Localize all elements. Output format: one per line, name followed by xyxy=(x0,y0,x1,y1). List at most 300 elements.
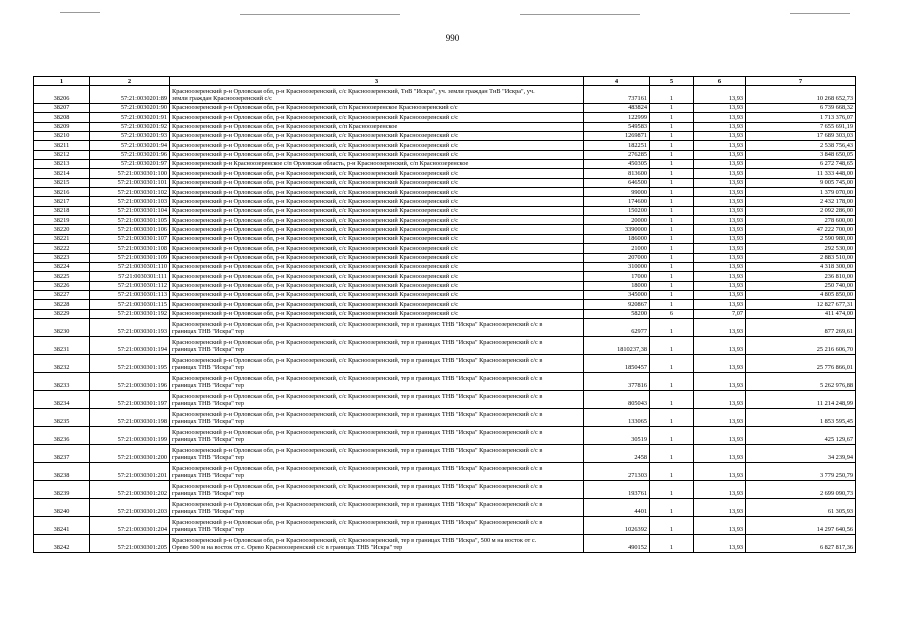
table-row xyxy=(34,244,856,253)
description-cell xyxy=(170,113,584,122)
area-cell: 813600 xyxy=(584,169,650,178)
description-line: Красноозеренский р-н Орловская обл, р-н Красноозеренский, с/с Красноозеренский Красноозеренский с/с xyxy=(172,197,459,205)
description-line: границах ТНВ "Искра" тер xyxy=(172,417,245,425)
area-cell: 490152 xyxy=(584,534,650,552)
description-cell xyxy=(170,197,584,206)
quantity-cell: 1 xyxy=(650,426,694,444)
quantity-cell: 1 xyxy=(650,169,694,178)
rate-cell: 13,93 xyxy=(694,206,746,215)
column-header: 7 xyxy=(746,77,856,86)
table-row xyxy=(34,86,856,104)
table-row xyxy=(34,150,856,159)
description-cell xyxy=(170,234,584,243)
cadastral-value-cell: 278 600,00 xyxy=(746,216,856,225)
quantity-cell: 1 xyxy=(650,408,694,426)
description-line: Красноозеренский р-н Орловская обл, р-н Красноозеренский, с/с Красноозеренский Красноозеренский с/с xyxy=(172,207,459,215)
row-number-cell: 38210 xyxy=(34,132,90,141)
description-line: Красноозеренский р-н Орловская обл, р-н Красноозеренский, с/с Красноозеренский Красноозеренский с/с xyxy=(172,291,459,299)
description-line: границах ТНВ "Искра" тер xyxy=(172,345,245,353)
rate-cell: 13,93 xyxy=(694,178,746,187)
cadastral-value-cell: 10 268 652,73 xyxy=(746,86,856,104)
description-cell xyxy=(170,178,584,187)
table-row xyxy=(34,318,856,336)
rate-cell: 13,93 xyxy=(694,234,746,243)
cadastral-number-cell: 57:21:0030301:194 xyxy=(90,336,170,354)
description-cell xyxy=(170,86,584,104)
rate-cell: 13,93 xyxy=(694,188,746,197)
rate-cell: 13,93 xyxy=(694,160,746,169)
cadastral-number-cell: 57:21:0030301:203 xyxy=(90,498,170,516)
quantity-cell: 1 xyxy=(650,132,694,141)
description-cell xyxy=(170,141,584,150)
description-line: Красноозеренский р-н Орловская обл, р-н Красноозеренский, с/с Красноозеренский, тер в границах ТНВ "Искра", 500 м на восток от с. xyxy=(172,537,537,545)
rate-cell: 13,93 xyxy=(694,272,746,281)
description-line: Красноозеренский р-н Орловская обл, р-н Красноозеренский, с/с Красноозеренский Красноозеренский с/с xyxy=(172,179,459,187)
register-table xyxy=(33,76,856,553)
cadastral-value-cell: 7 655 691,19 xyxy=(746,122,856,131)
quantity-cell: 1 xyxy=(650,516,694,534)
description-cell xyxy=(170,354,584,372)
rate-cell: 13,93 xyxy=(694,498,746,516)
area-cell: 207000 xyxy=(584,253,650,262)
description-cell xyxy=(170,336,584,354)
quantity-cell: 1 xyxy=(650,150,694,159)
quantity-cell: 1 xyxy=(650,390,694,408)
cadastral-number-cell: 57:21:0030301:192 xyxy=(90,309,170,318)
description-cell xyxy=(170,318,584,336)
quantity-cell: 1 xyxy=(650,104,694,113)
table-row xyxy=(34,216,856,225)
quantity-cell: 1 xyxy=(650,300,694,309)
quantity-cell: 1 xyxy=(650,216,694,225)
description-cell xyxy=(170,480,584,498)
description-line: Красноозеренский р-н Орловская обл, р-н Красноозеренский, с/с Красноозеренский Красноозеренский с/с xyxy=(172,151,459,159)
description-cell xyxy=(170,372,584,390)
cadastral-number-cell: 57:21:0030301:102 xyxy=(90,188,170,197)
cadastral-number-cell: 57:21:0030201:90 xyxy=(90,104,170,113)
cadastral-value-cell: 14 297 640,56 xyxy=(746,516,856,534)
description-line: Красноозеренский р-н Орловская обл, р-н Красноозеренский, с/с Красноозеренский Красноозеренский с/с xyxy=(172,309,459,317)
cadastral-number-cell: 57:21:0030201:97 xyxy=(90,160,170,169)
area-cell: 21000 xyxy=(584,244,650,253)
cadastral-number-cell: 57:21:0030301:100 xyxy=(90,169,170,178)
row-number-cell: 38238 xyxy=(34,462,90,480)
description-line: Красноозеренский р-н Орловская обл, р-н Красноозеренский, с/п Красноозеренское Красноозеренский с/с xyxy=(172,104,458,112)
rate-cell: 13,93 xyxy=(694,216,746,225)
area-cell: 186000 xyxy=(584,234,650,243)
description-cell xyxy=(170,262,584,271)
cadastral-value-cell: 2 590 980,00 xyxy=(746,234,856,243)
row-number-cell: 38225 xyxy=(34,272,90,281)
cadastral-number-cell: 57:21:0030301:201 xyxy=(90,462,170,480)
rate-cell: 13,93 xyxy=(694,86,746,104)
cadastral-number-cell: 57:21:0030201:93 xyxy=(90,132,170,141)
description-cell xyxy=(170,498,584,516)
cadastral-number-cell: 57:21:0030301:193 xyxy=(90,318,170,336)
description-line: границах ТНВ "Искра" тер xyxy=(172,363,245,371)
table-row xyxy=(34,480,856,498)
rate-cell: 13,93 xyxy=(694,122,746,131)
area-cell: 377816 xyxy=(584,372,650,390)
rate-cell: 13,93 xyxy=(694,534,746,552)
cadastral-number-cell: 57:21:0030301:109 xyxy=(90,253,170,262)
column-header: 2 xyxy=(90,77,170,86)
description-line: Красноозеренский р-н Орловская обл, р-н Красноозеренский, с/с Красноозеренский Красноозеренский с/с xyxy=(172,244,459,252)
area-cell: 150200 xyxy=(584,206,650,215)
table-row xyxy=(34,160,856,169)
quantity-cell: 6 xyxy=(650,309,694,318)
description-cell xyxy=(170,150,584,159)
rate-cell: 7,07 xyxy=(694,309,746,318)
area-cell: 805043 xyxy=(584,390,650,408)
quantity-cell: 1 xyxy=(650,534,694,552)
table-row xyxy=(34,426,856,444)
area-cell: 483824 xyxy=(584,104,650,113)
cadastral-value-cell: 3 779 250,79 xyxy=(746,462,856,480)
rate-cell: 13,93 xyxy=(694,113,746,122)
column-header: 6 xyxy=(694,77,746,86)
row-number-cell: 38206 xyxy=(34,86,90,104)
cadastral-value-cell: 47 222 700,00 xyxy=(746,225,856,234)
description-line: Красноозеренский р-н Орловская обл, р-н Красноозеренский, с/с Красноозеренский Красноозеренский с/с xyxy=(172,141,459,149)
cadastral-value-cell: 5 262 976,88 xyxy=(746,372,856,390)
row-number-cell: 38220 xyxy=(34,225,90,234)
rate-cell: 13,93 xyxy=(694,354,746,372)
header-row xyxy=(34,77,856,86)
rate-cell: 13,93 xyxy=(694,290,746,299)
description-line: Красноозеренский р-н Красноозеренское с/п Орловская область, р-н Красноозеренский, с/п Красноозеренское xyxy=(172,160,469,168)
row-number-cell: 38218 xyxy=(34,206,90,215)
description-line: границах ТНВ "Искра" тер xyxy=(172,489,245,497)
row-number-cell: 38216 xyxy=(34,188,90,197)
description-line: Красноозеренский р-н Орловская обл, р-н Красноозеренский, с/с Красноозеренский Красноозеренский с/с xyxy=(172,253,459,261)
cadastral-number-cell: 57:21:0030301:108 xyxy=(90,244,170,253)
row-number-cell: 38232 xyxy=(34,354,90,372)
description-line: Красноозеренский р-н Орловская обл, р-н Красноозеренский, с/п Красноозеренское xyxy=(172,123,398,131)
table-row xyxy=(34,290,856,299)
row-number-cell: 38215 xyxy=(34,178,90,187)
quantity-cell: 1 xyxy=(650,272,694,281)
area-cell: 20000 xyxy=(584,216,650,225)
scan-artifact xyxy=(60,12,100,13)
cadastral-number-cell: 57:21:0030301:195 xyxy=(90,354,170,372)
quantity-cell: 1 xyxy=(650,281,694,290)
description-cell xyxy=(170,188,584,197)
rate-cell: 13,93 xyxy=(694,516,746,534)
cadastral-value-cell: 6 739 668,32 xyxy=(746,104,856,113)
description-cell xyxy=(170,462,584,480)
description-cell xyxy=(170,290,584,299)
cadastral-number-cell: 57:21:0030301:202 xyxy=(90,480,170,498)
area-cell: 646500 xyxy=(584,178,650,187)
cadastral-value-cell: 2 092 286,00 xyxy=(746,206,856,215)
column-header: 4 xyxy=(584,77,650,86)
cadastral-number-cell: 57:21:0030301:199 xyxy=(90,426,170,444)
area-cell: 1269871 xyxy=(584,132,650,141)
description-line: границах ТНВ "Искра" тер xyxy=(172,507,245,515)
description-cell xyxy=(170,534,584,552)
rate-cell: 13,93 xyxy=(694,462,746,480)
table-row xyxy=(34,188,856,197)
cadastral-value-cell: 4 805 850,00 xyxy=(746,290,856,299)
description-line: Красноозеренский р-н Орловская обл, р-н Красноозеренский, с/с Красноозеренский Красноозеренский с/с xyxy=(172,216,459,224)
description-line: Орево 500 м на восток от с. Орево Красноозеренский с/с в границах ТНВ "Искра" тер xyxy=(172,543,403,551)
cadastral-value-cell: 25 216 606,70 xyxy=(746,336,856,354)
cadastral-value-cell: 9 005 745,00 xyxy=(746,178,856,187)
cadastral-value-cell: 17 689 303,03 xyxy=(746,132,856,141)
cadastral-number-cell: 57:21:0030301:205 xyxy=(90,534,170,552)
cadastral-value-cell: 236 810,00 xyxy=(746,272,856,281)
area-cell: 133065 xyxy=(584,408,650,426)
table-row xyxy=(34,253,856,262)
scan-artifact xyxy=(520,14,640,15)
area-cell: 3390000 xyxy=(584,225,650,234)
row-number-cell: 38221 xyxy=(34,234,90,243)
cadastral-value-cell: 11 333 448,00 xyxy=(746,169,856,178)
description-line: Красноозеренский р-н Орловская обл, р-н Красноозеренский, с/с Красноозеренский, тер в границах ТНВ "Искра" Красноозеренский с/с в xyxy=(172,411,543,419)
area-cell: 276285 xyxy=(584,150,650,159)
row-number-cell: 38233 xyxy=(34,372,90,390)
table-row xyxy=(34,234,856,243)
scan-artifact xyxy=(240,14,400,15)
cadastral-value-cell: 877 269,61 xyxy=(746,318,856,336)
description-cell xyxy=(170,309,584,318)
table-row xyxy=(34,498,856,516)
quantity-cell: 1 xyxy=(650,354,694,372)
table-row xyxy=(34,262,856,271)
rate-cell: 13,93 xyxy=(694,480,746,498)
description-line: Красноозеренский р-н Орловская обл, р-н Красноозеренский, с/с Красноозеренский Красноозеренский с/с xyxy=(172,169,459,177)
table-row xyxy=(34,462,856,480)
area-cell: 193761 xyxy=(584,480,650,498)
row-number-cell: 38237 xyxy=(34,444,90,462)
table-row xyxy=(34,197,856,206)
description-cell xyxy=(170,408,584,426)
description-line: Красноозеренский р-н Орловская обл, р-н Красноозеренский, с/с Красноозеренский Красноозеренский с/с xyxy=(172,113,459,121)
area-cell: 4401 xyxy=(584,498,650,516)
description-cell xyxy=(170,281,584,290)
rate-cell: 13,93 xyxy=(694,300,746,309)
cadastral-value-cell: 425 129,67 xyxy=(746,426,856,444)
description-line: Красноозеренский р-н Орловская обл, р-н Красноозеренский, с/с Красноозеренский, тер в границах ТНВ "Искра" Красноозеренский с/с в xyxy=(172,519,543,527)
quantity-cell: 1 xyxy=(650,336,694,354)
table-row xyxy=(34,516,856,534)
description-line: границах ТНВ "Искра" тер xyxy=(172,399,245,407)
cadastral-number-cell: 57:21:0030301:196 xyxy=(90,372,170,390)
row-number-cell: 38222 xyxy=(34,244,90,253)
cadastral-number-cell: 57:21:0030301:204 xyxy=(90,516,170,534)
cadastral-value-cell: 6 827 817,36 xyxy=(746,534,856,552)
cadastral-value-cell: 2 538 756,43 xyxy=(746,141,856,150)
table-row xyxy=(34,354,856,372)
area-cell: 345000 xyxy=(584,290,650,299)
quantity-cell: 1 xyxy=(650,122,694,131)
area-cell: 182251 xyxy=(584,141,650,150)
row-number-cell: 38214 xyxy=(34,169,90,178)
description-line: Красноозеренский р-н Орловская обл, р-н Красноозеренский, с/с Красноозеренский Красноозеренский с/с xyxy=(172,300,459,308)
cadastral-value-cell: 12 827 677,31 xyxy=(746,300,856,309)
page-number: 990 xyxy=(445,33,460,43)
description-line: Красноозеренский р-н Орловская обл, р-н Красноозеренский, с/с Красноозеренский Красноозеренский с/с xyxy=(172,235,459,243)
cadastral-value-cell: 1 853 595,45 xyxy=(746,408,856,426)
cadastral-number-cell: 57:21:0030301:115 xyxy=(90,300,170,309)
description-line: границах ТНВ "Искра" тер xyxy=(172,525,245,533)
cadastral-value-cell: 1 713 376,07 xyxy=(746,113,856,122)
row-number-cell: 38212 xyxy=(34,150,90,159)
row-number-cell: 38227 xyxy=(34,290,90,299)
row-number-cell: 38241 xyxy=(34,516,90,534)
row-number-cell: 38224 xyxy=(34,262,90,271)
quantity-cell: 1 xyxy=(650,197,694,206)
row-number-cell: 38208 xyxy=(34,113,90,122)
table-row xyxy=(34,113,856,122)
rate-cell: 13,93 xyxy=(694,253,746,262)
rate-cell: 13,93 xyxy=(694,390,746,408)
cadastral-number-cell: 57:21:0030301:106 xyxy=(90,225,170,234)
area-cell: 549583 xyxy=(584,122,650,131)
area-cell: 310000 xyxy=(584,262,650,271)
table-row xyxy=(34,141,856,150)
cadastral-number-cell: 57:21:0030201:92 xyxy=(90,122,170,131)
area-cell: 174600 xyxy=(584,197,650,206)
table-row xyxy=(34,206,856,215)
cadastral-value-cell: 292 530,00 xyxy=(746,244,856,253)
rate-cell: 13,93 xyxy=(694,262,746,271)
quantity-cell: 1 xyxy=(650,480,694,498)
description-line: Красноозеренский р-н Орловская обл, р-н Красноозеренский, с/с Красноозеренский, тер в границах ТНВ "Искра" Красноозеренский с/с в xyxy=(172,483,543,491)
description-line: земли граждан Красноозеренский с/с xyxy=(172,95,272,103)
quantity-cell: 1 xyxy=(650,141,694,150)
description-cell xyxy=(170,132,584,141)
description-line: Красноозеренский р-н Орловская обл, р-н Красноозеренский, с/с Красноозеренский Красноозеренский с/с xyxy=(172,225,459,233)
rate-cell: 13,93 xyxy=(694,426,746,444)
cadastral-number-cell: 57:21:0030201:89 xyxy=(90,86,170,104)
cadastral-value-cell: 61 305,93 xyxy=(746,498,856,516)
row-number-cell: 38223 xyxy=(34,253,90,262)
table-row xyxy=(34,225,856,234)
table-row xyxy=(34,534,856,552)
table-row xyxy=(34,104,856,113)
table-row xyxy=(34,272,856,281)
cadastral-value-cell: 25 776 866,01 xyxy=(746,354,856,372)
quantity-cell: 1 xyxy=(650,444,694,462)
rate-cell: 13,93 xyxy=(694,336,746,354)
description-line: Красноозеренский р-н Орловская обл, р-н Красноозеренский, с/с Красноозеренский Красноозеренский с/с xyxy=(172,188,459,196)
area-cell: 99000 xyxy=(584,188,650,197)
cadastral-number-cell: 57:21:0030301:112 xyxy=(90,281,170,290)
area-cell: 58200 xyxy=(584,309,650,318)
row-number-cell: 38207 xyxy=(34,104,90,113)
area-cell: 920867 xyxy=(584,300,650,309)
cadastral-number-cell: 57:21:0030301:197 xyxy=(90,390,170,408)
description-line: границах ТНВ "Искра" тер xyxy=(172,435,245,443)
cadastral-number-cell: 57:21:0030301:113 xyxy=(90,290,170,299)
area-cell: 450305 xyxy=(584,160,650,169)
cadastral-value-cell: 2 699 090,73 xyxy=(746,480,856,498)
description-line: Красноозеренский р-н Орловская обл, р-н Красноозеренский, с/с Красноозеренский, тер в границах ТНВ "Искра" Красноозеренский с/с в xyxy=(172,465,543,473)
description-cell xyxy=(170,160,584,169)
quantity-cell: 1 xyxy=(650,113,694,122)
area-cell: 30519 xyxy=(584,426,650,444)
cadastral-value-cell: 2 883 510,00 xyxy=(746,253,856,262)
description-cell xyxy=(170,122,584,131)
row-number-cell: 38242 xyxy=(34,534,90,552)
rate-cell: 13,93 xyxy=(694,104,746,113)
description-line: Красноозеренский р-н Орловская обл, р-н Красноозеренский, с/с Красноозеренский Красноозеренский с/с xyxy=(172,132,459,140)
row-number-cell: 38226 xyxy=(34,281,90,290)
rate-cell: 13,93 xyxy=(694,408,746,426)
quantity-cell: 1 xyxy=(650,188,694,197)
rate-cell: 13,93 xyxy=(694,372,746,390)
rate-cell: 13,93 xyxy=(694,197,746,206)
row-number-cell: 38230 xyxy=(34,318,90,336)
description-line: границах ТНВ "Искра" тер xyxy=(172,453,245,461)
rate-cell: 13,93 xyxy=(694,169,746,178)
cadastral-value-cell: 3 848 650,05 xyxy=(746,150,856,159)
cadastral-number-cell: 57:21:0030301:110 xyxy=(90,262,170,271)
row-number-cell: 38236 xyxy=(34,426,90,444)
description-cell xyxy=(170,244,584,253)
area-cell: 17000 xyxy=(584,272,650,281)
row-number-cell: 38213 xyxy=(34,160,90,169)
description-line: Красноозеренский р-н Орловская обл, р-н Красноозеренский, с/с Красноозеренский, тер в границах ТНВ "Искра" Красноозеренский с/с в xyxy=(172,393,543,401)
description-cell xyxy=(170,300,584,309)
row-number-cell: 38228 xyxy=(34,300,90,309)
table-row xyxy=(34,309,856,318)
rate-cell: 13,93 xyxy=(694,244,746,253)
description-line: Красноозеренский р-н Орловская обл, р-н Красноозеренский, с/с Красноозеренский, тер в границах ТНВ "Искра" Красноозеренский с/с в xyxy=(172,447,543,455)
table-row xyxy=(34,132,856,141)
description-line: границах ТНВ "Искра" тер xyxy=(172,327,245,335)
row-number-cell: 38231 xyxy=(34,336,90,354)
cadastral-number-cell: 57:21:0030201:96 xyxy=(90,150,170,159)
cadastral-number-cell: 57:21:0030301:104 xyxy=(90,206,170,215)
table-row xyxy=(34,372,856,390)
cadastral-number-cell: 57:21:0030301:105 xyxy=(90,216,170,225)
rate-cell: 13,93 xyxy=(694,281,746,290)
rate-cell: 13,93 xyxy=(694,141,746,150)
rate-cell: 13,93 xyxy=(694,318,746,336)
quantity-cell: 1 xyxy=(650,253,694,262)
table-row xyxy=(34,444,856,462)
area-cell: 18000 xyxy=(584,281,650,290)
rate-cell: 13,93 xyxy=(694,444,746,462)
description-line: Красноозеренский р-н Орловская обл, р-н Красноозеренский, с/с Красноозеренский, ТнВ "Искра", уч. земли граждан ТнВ "Искра", уч. xyxy=(172,88,535,96)
description-line: границах ТНВ "Искра" тер xyxy=(172,471,245,479)
scan-artifact xyxy=(790,13,850,14)
cadastral-value-cell: 2 432 178,00 xyxy=(746,197,856,206)
cadastral-value-cell: 11 214 248,99 xyxy=(746,390,856,408)
cadastral-number-cell: 57:21:0030301:198 xyxy=(90,408,170,426)
column-header: 1 xyxy=(34,77,90,86)
description-cell xyxy=(170,253,584,262)
cadastral-number-cell: 57:21:0030201:94 xyxy=(90,141,170,150)
quantity-cell: 1 xyxy=(650,225,694,234)
cadastral-value-cell: 34 239,94 xyxy=(746,444,856,462)
quantity-cell: 1 xyxy=(650,372,694,390)
column-header: 3 xyxy=(170,77,584,86)
description-line: границах ТНВ "Искра" тер xyxy=(172,381,245,389)
quantity-cell: 1 xyxy=(650,160,694,169)
quantity-cell: 1 xyxy=(650,290,694,299)
area-cell: 1026392 xyxy=(584,516,650,534)
register-table-wrapper xyxy=(33,76,855,553)
table-row xyxy=(34,122,856,131)
quantity-cell: 1 xyxy=(650,462,694,480)
table-row xyxy=(34,178,856,187)
description-line: Красноозеренский р-н Орловская обл, р-н Красноозеренский, с/с Красноозеренский Красноозеренский с/с xyxy=(172,263,459,271)
cadastral-value-cell: 4 318 300,00 xyxy=(746,262,856,271)
